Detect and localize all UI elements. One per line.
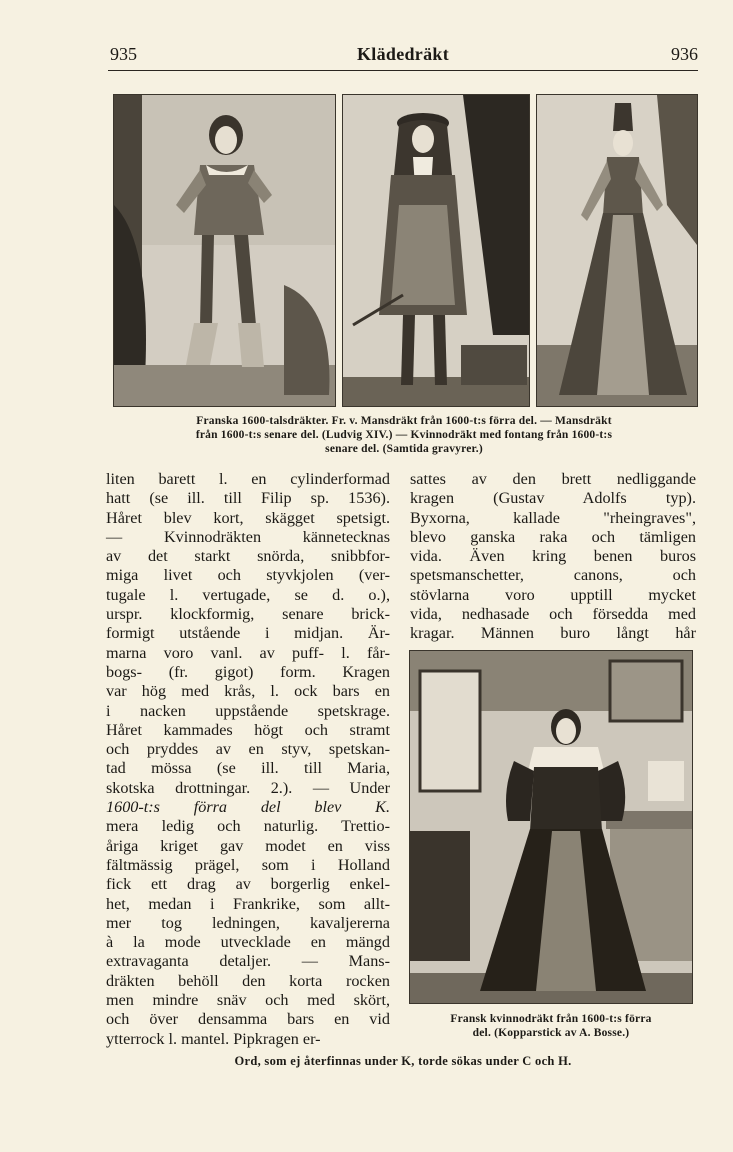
text-line: het, medan i Frankrike, som allt-	[106, 894, 390, 913]
text-line: tugale l. vertugade, se d. o.),	[106, 585, 390, 604]
text-line: bogs- (fr. gigot) form. Kragen	[106, 662, 390, 681]
page-footer-note: Ord, som ej återfinnas under K, torde sökas under C och H.	[234, 1054, 572, 1068]
engraving-man-louis-xiv	[342, 94, 530, 407]
text-line: sattes av den brett nedliggande	[410, 470, 696, 488]
text-line: åriga kriget gav modet en viss	[106, 836, 390, 855]
text-line: miga livet och styvkjolen (ver-	[106, 566, 390, 585]
caption-line: del. (Kopparstick av A. Bosse.)	[472, 1027, 630, 1039]
text-line: och över densamma bars en vid	[106, 1010, 390, 1029]
text-line: kragen (Gustav Adolfs typ).	[410, 489, 696, 508]
text-line: Håret kammades högt och stramt	[106, 720, 390, 739]
text-line: dräkten behöll den korta rocken	[106, 971, 390, 990]
text-line: — Kvinnodräkten kännetecknas	[106, 527, 390, 546]
text-line: formigt utstående i midjan. Är-	[106, 624, 390, 643]
bottom-illustration-caption	[406, 1012, 696, 1040]
text-line: Byxorna, kallade "rheingraves",	[410, 508, 696, 527]
text-line: hatt (se ill. till Filip sp. 1536).	[106, 489, 390, 508]
text-line: urspr. klockformig, senare brick-	[106, 605, 390, 624]
text-line: av det starkt snörda, snibbfor-	[106, 547, 390, 566]
text-line: var hög med krås, l. ock bars en	[106, 682, 390, 701]
text-line: 1600-t:s förra del blev K.	[106, 798, 390, 817]
caption-line: Fransk kvinnodräkt från 1600-t:s förra	[450, 1013, 652, 1025]
engraving-woman-bosse	[409, 650, 693, 1004]
text-line: extravaganta detaljer. — Mans-	[106, 952, 390, 971]
text-line: stövlarna voro upptill mycket	[410, 585, 696, 604]
text-line: liten barett l. en cylinderformad	[106, 470, 390, 488]
text-line: tad mössa (se ill. till Maria,	[106, 759, 390, 778]
header-rule	[108, 70, 698, 71]
engraving-woman-fontange	[536, 94, 698, 407]
text-line: fältmässig prägel, som i Holland	[106, 855, 390, 874]
text-line: skotska drottningar. 2.). — Under	[106, 778, 390, 797]
page-number-right: 936	[671, 44, 698, 64]
page-number-left: 935	[110, 44, 137, 64]
text-line: vida, nedhasade och försedda med	[410, 605, 696, 624]
text-line: spetsmanschetter, canons, och	[410, 566, 696, 585]
text-line: ytterrock l. mantel. Pipkragen er-	[106, 1029, 321, 1048]
page-header	[108, 40, 698, 68]
engraving-man-early	[113, 94, 336, 407]
page-title: Klädedräkt	[356, 44, 449, 64]
left-text-column	[106, 470, 390, 1049]
text-line: mer tog ledningen, kavaljererna	[106, 913, 390, 932]
text-line: fick ett drag av borgerlig enkel-	[106, 875, 390, 894]
right-text-column	[410, 470, 696, 644]
text-line: vida. Även kring benen buros	[410, 547, 696, 566]
text-line: marna voro vanl. av puff- l. får-	[106, 643, 390, 662]
text-line: och pryddes av en styv, spetskan-	[106, 740, 390, 759]
text-line: men mindre snäv och med skört,	[106, 991, 390, 1010]
text-line: à la mode utvecklade en mängd	[106, 933, 390, 952]
caption-line: från 1600-t:s senare del. (Ludvig XIV.) — Kvinnodräkt med fontang från 1600-t:s	[195, 429, 613, 441]
text-line: Håret blev kort, skägget spetsigt.	[106, 508, 390, 527]
text-line: i nacken uppstående spetskrage.	[106, 701, 390, 720]
text-line: mera ledig och naturlig. Trettio-	[106, 817, 390, 836]
text-line: kragar. Männen buro långt hår	[410, 624, 696, 643]
caption-line: Franska 1600-talsdräkter. Fr. v. Mansdräkt från 1600-t:s förra del. — Mansdräkt	[196, 415, 612, 427]
text-line: blevo ganska raka och tämligen	[410, 527, 696, 546]
caption-line: senare del. (Samtida gravyrer.)	[325, 443, 483, 455]
top-illustration-caption	[108, 414, 700, 456]
